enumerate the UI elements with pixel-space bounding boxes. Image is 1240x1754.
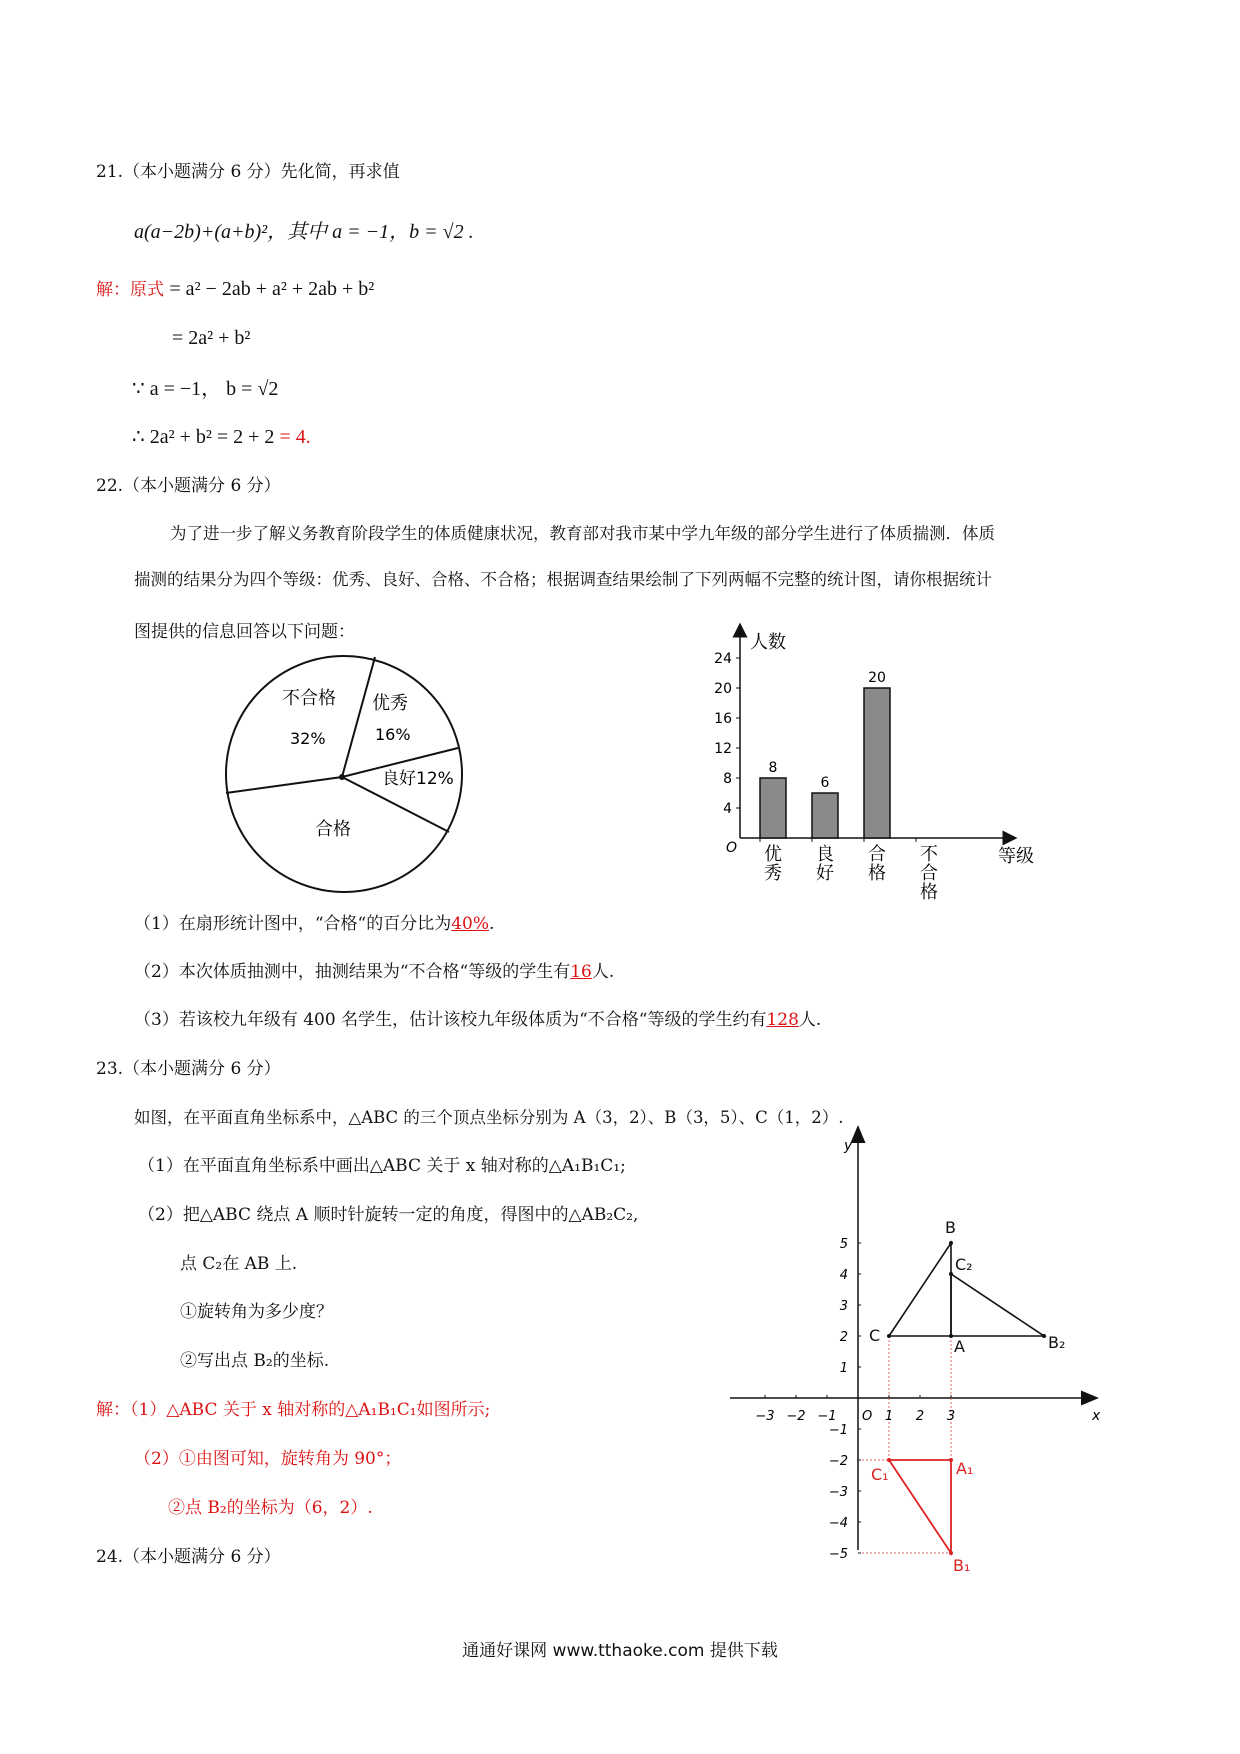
bar-xlabel: 等级 bbox=[998, 846, 1034, 867]
q23-part2-sub1: ①旋转角为多少度？ bbox=[180, 1302, 333, 1322]
y-tick-label: −1 bbox=[828, 1423, 848, 1438]
bar-category-label: 好 bbox=[816, 863, 834, 884]
vertex-point bbox=[949, 1334, 953, 1338]
bar-category-label: 格 bbox=[868, 863, 886, 884]
bar-ytick-label: 4 bbox=[723, 801, 732, 817]
bar-category-label: 格 bbox=[920, 882, 938, 903]
point-label: C₂ bbox=[955, 1255, 973, 1274]
y-tick-label: 1 bbox=[839, 1361, 848, 1376]
bar bbox=[864, 688, 890, 838]
pie-chart bbox=[220, 650, 470, 900]
q24-header: 24.（本小题满分 6 分） bbox=[96, 1547, 281, 1567]
q23-solution1: 解：（1）△ABC 关于 x 轴对称的△A₁B₁C₁如图所示; bbox=[96, 1400, 491, 1420]
bar-category-label: 不 bbox=[920, 844, 938, 865]
point-label: B₁ bbox=[953, 1556, 971, 1575]
q22-answer3: 128 bbox=[766, 1010, 799, 1030]
point-label: A₁ bbox=[956, 1459, 974, 1478]
q22-answer2: 16 bbox=[570, 962, 592, 982]
pie-label-excellent: 优秀 bbox=[372, 693, 408, 714]
y-tick-label: −3 bbox=[828, 1485, 848, 1500]
bar-data-label: 8 bbox=[768, 760, 778, 776]
bar-chart bbox=[700, 618, 1060, 918]
bar-ytick-label: 20 bbox=[714, 681, 732, 697]
pie-pct-excellent: 16% bbox=[375, 725, 411, 744]
vertex-point bbox=[949, 1272, 953, 1276]
q22-answer1: 40% bbox=[451, 914, 489, 934]
vertex-point bbox=[949, 1551, 953, 1555]
q23-intro: 如图，在平面直角坐标系中，△ABC 的三个顶点坐标分别为 A（3，2）、B（3，5）、C（1，2）. bbox=[134, 1108, 844, 1127]
y-tick-label: −2 bbox=[828, 1454, 848, 1469]
bar bbox=[812, 793, 838, 838]
q23-solution2: （2）①由图可知，旋转角为 90°； bbox=[134, 1449, 402, 1469]
x-tick-label: 3 bbox=[946, 1409, 956, 1424]
y-axis-label: y bbox=[844, 1138, 853, 1154]
x-tick-label: 2 bbox=[915, 1409, 925, 1424]
q22-paragraph-line2: 揣测的结果分为四个等级：优秀、良好、合格、不合格；根据调查结果绘制了下列两幅不完整的统计图，请你根据统计 bbox=[134, 570, 992, 589]
q23-part2-sub2: ②写出点 B₂的坐标. bbox=[180, 1351, 330, 1371]
q22-paragraph-line3: 图提供的信息回答以下问题： bbox=[134, 622, 355, 642]
vertex-point bbox=[887, 1334, 891, 1338]
point-label: C₁ bbox=[871, 1465, 889, 1484]
x-tick-label: −1 bbox=[817, 1409, 837, 1424]
q21-header: 21.（本小题满分 6 分）先化简，再求值 bbox=[96, 162, 400, 182]
q22-question2: （2）本次体质抽测中，抽测结果为“不合格“等级的学生有16人. bbox=[134, 962, 615, 982]
triangle-abc bbox=[889, 1243, 951, 1336]
q21-solution-line2: = 2a² + b² bbox=[172, 327, 251, 349]
vertex-point bbox=[887, 1458, 891, 1462]
q23-header: 23.（本小题满分 6 分） bbox=[96, 1059, 281, 1079]
y-tick-label: 4 bbox=[839, 1268, 848, 1283]
vertex-point bbox=[949, 1241, 953, 1245]
q23-solution3: ②点 B₂的坐标为（6，2）. bbox=[168, 1498, 373, 1518]
bar-data-label: 20 bbox=[868, 670, 886, 686]
x-axis-label: x bbox=[1092, 1408, 1101, 1424]
bar-ytick-label: 8 bbox=[723, 771, 732, 787]
y-tick-label: 3 bbox=[839, 1299, 848, 1314]
bar-category-label: 合 bbox=[920, 863, 938, 884]
bar-ylabel: 人数 bbox=[750, 632, 786, 653]
bar-ytick-label: 16 bbox=[714, 711, 732, 727]
bar bbox=[760, 778, 786, 838]
y-tick-label: −5 bbox=[828, 1547, 848, 1562]
vertex-point bbox=[949, 1458, 953, 1462]
q21-solution-label: 解：原式 = a² − 2ab + a² + 2ab + b² bbox=[96, 278, 375, 300]
pie-pct-fail: 32% bbox=[290, 729, 326, 748]
bar-category-label: 秀 bbox=[764, 863, 782, 884]
q23-part2-line2: 点 C₂在 AB 上. bbox=[180, 1254, 298, 1274]
coordinate-figure bbox=[720, 1120, 1120, 1575]
q21-expression: a(a−2b)+(a+b)²，其中 a = −1，b = √2 . bbox=[134, 221, 474, 243]
x-tick-label: −2 bbox=[786, 1409, 806, 1424]
triangle-a1b1c1 bbox=[889, 1460, 951, 1553]
footer: 通通好课网 www.tthaoke.com 提供下载 bbox=[462, 1641, 778, 1661]
q22-question3: （3）若该校九年级有 400 名学生，估计该校九年级体质为“不合格“等级的学生约有128人. bbox=[134, 1010, 822, 1030]
pie-label-fail: 不合格 bbox=[282, 688, 336, 709]
bar-category-label: 合 bbox=[868, 844, 886, 865]
y-tick-label: 2 bbox=[839, 1330, 848, 1345]
pie-label-good: 良好12% bbox=[382, 769, 454, 789]
bar-ytick-label: 24 bbox=[714, 651, 732, 667]
triangle-ab2c2 bbox=[951, 1274, 1044, 1336]
point-label: C bbox=[869, 1326, 881, 1345]
bar-origin: O bbox=[726, 840, 738, 856]
point-label: B bbox=[945, 1218, 956, 1237]
y-tick-label: −4 bbox=[828, 1516, 848, 1531]
q22-question1: （1）在扇形统计图中，“合格“的百分比为40%. bbox=[134, 914, 495, 934]
q21-solution-line3: ∵ a = −1， b = √2 bbox=[132, 378, 279, 400]
point-label: B₂ bbox=[1048, 1333, 1066, 1352]
q22-header: 22.（本小题满分 6 分） bbox=[96, 476, 281, 496]
q21-solution-line1: = a² − 2ab + a² + 2ab + b² bbox=[169, 278, 375, 300]
pie-label-pass: 合格 bbox=[315, 819, 351, 840]
q22-paragraph-line1: 为了进一步了解义务教育阶段学生的体质健康状况，教育部对我市某中学九年级的部分学生进行了体质揣测．体质 bbox=[170, 524, 995, 543]
vertex-point bbox=[1042, 1334, 1046, 1338]
x-tick-label: 1 bbox=[884, 1409, 894, 1424]
point-label: A bbox=[954, 1337, 965, 1356]
bar-category-label: 优 bbox=[764, 844, 782, 865]
bar-category-label: 良 bbox=[816, 844, 834, 865]
x-tick-label: −3 bbox=[755, 1409, 775, 1424]
origin-label: O bbox=[862, 1409, 873, 1424]
bar-ytick-label: 12 bbox=[714, 741, 732, 757]
pie-center bbox=[339, 774, 345, 780]
q23-part1: （1）在平面直角坐标系中画出△ABC 关于 x 轴对称的△A₁B₁C₁; bbox=[138, 1156, 626, 1176]
y-tick-label: 5 bbox=[839, 1237, 848, 1252]
q21-solution-line4: ∴ 2a² + b² = 2 + 2 = 4. bbox=[132, 426, 311, 448]
q23-part2: （2）把△ABC 绕点 A 顺时针旋转一定的角度，得图中的△AB₂C₂, bbox=[138, 1205, 639, 1225]
bar-data-label: 6 bbox=[820, 775, 830, 791]
